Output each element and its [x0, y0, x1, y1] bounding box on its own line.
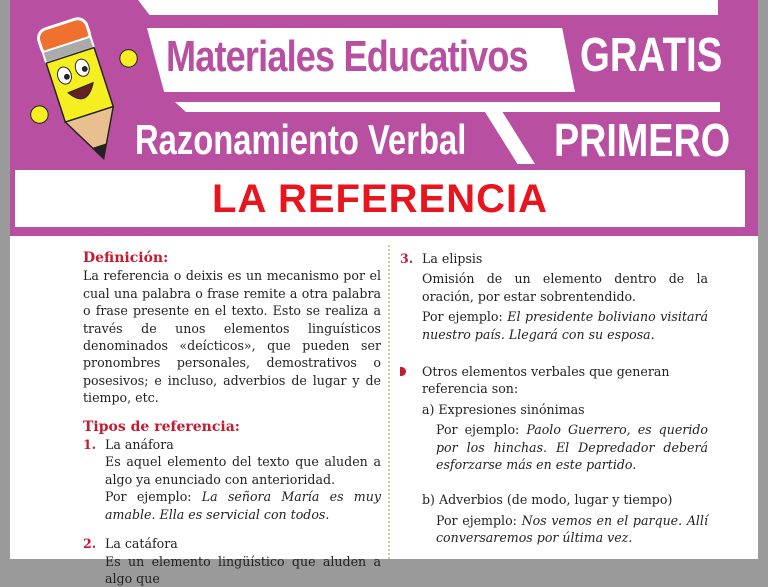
left-column — [83, 250, 381, 587]
right-column — [400, 250, 708, 547]
bullet-item — [400, 363, 708, 398]
example-text: Nos vemos en el parque. Allí conversaremos por última vez. — [436, 513, 708, 545]
decorative-bar — [175, 102, 720, 112]
item-number: 2. — [83, 535, 105, 552]
header-banner — [10, 0, 758, 236]
item-text: Omisión de un elemento dentro de la oración, por estar sobrentendido. — [400, 270, 708, 305]
others-text: Otros elementos verbales que generan referencia son: — [422, 363, 708, 398]
bullet-icon — [400, 367, 406, 376]
example-label: Por ejemplo: — [105, 489, 202, 504]
item-example — [83, 488, 381, 523]
item-text: Es un elemento lingüístico que aluden a algo que — [83, 553, 381, 587]
worksheet-page — [10, 0, 758, 559]
subitem-title: b) Adverbios (de modo, lugar y tiempo) — [400, 491, 708, 508]
example-label: Por ejemplo: — [436, 422, 526, 437]
subject-label: Razonamiento Verbal — [135, 116, 466, 164]
definition-text: La referencia o deixis es un mecanismo por el cual una palabra o frase remite a otra palabra o frase presente en el texto. Esto se realiza a través de unos elementos linguísticos denominados «deícticos», que pueden ser pronombres personales, demostrativos o posesivos; e incluso, adverbios de lugar y de tiempo, etc. — [83, 267, 381, 406]
page-title: LA REFERENCIA — [15, 177, 745, 222]
example-text: La señora María es muy amable. Ella es servicial con todos. — [105, 489, 381, 521]
column-divider — [388, 245, 390, 559]
types-heading: Tipos de referencia: — [83, 419, 381, 436]
example-label: Por ejemplo: — [422, 309, 507, 324]
gratis-label: GRATIS — [580, 28, 722, 83]
item-title: La elipsis — [422, 251, 482, 266]
title-box — [15, 170, 745, 227]
grade-label: PRIMERO — [554, 116, 730, 164]
item-number: 3. — [400, 250, 422, 267]
item-example — [400, 512, 708, 547]
item-example — [400, 421, 708, 473]
list-item — [83, 436, 381, 453]
decorative-bar — [138, 0, 718, 15]
item-title: La catáfora — [105, 536, 178, 551]
pencil-mascot-icon — [24, 8, 144, 163]
subitem-title: a) Expresiones sinónimas — [400, 401, 708, 418]
list-item — [400, 250, 708, 267]
item-example — [400, 308, 708, 343]
example-text: Paolo Guerrero, es querido por los hinchas. El Depredador deberá esforzarse más en este partido. — [436, 422, 708, 472]
example-label: Por ejemplo: — [436, 513, 522, 528]
list-item — [83, 535, 381, 552]
decorative-slash — [485, 112, 535, 164]
example-text: El presidente boliviano visitará nuestro país. Llegará con su esposa. — [422, 309, 708, 341]
definition-heading: Definición: — [83, 250, 381, 267]
item-number: 1. — [83, 436, 105, 453]
brand-title: Materiales Educativos — [166, 32, 528, 82]
item-title: La anáfora — [105, 437, 174, 452]
item-text: Es aquel elemento del texto que aluden a algo ya enunciado con anterioridad. — [83, 453, 381, 488]
